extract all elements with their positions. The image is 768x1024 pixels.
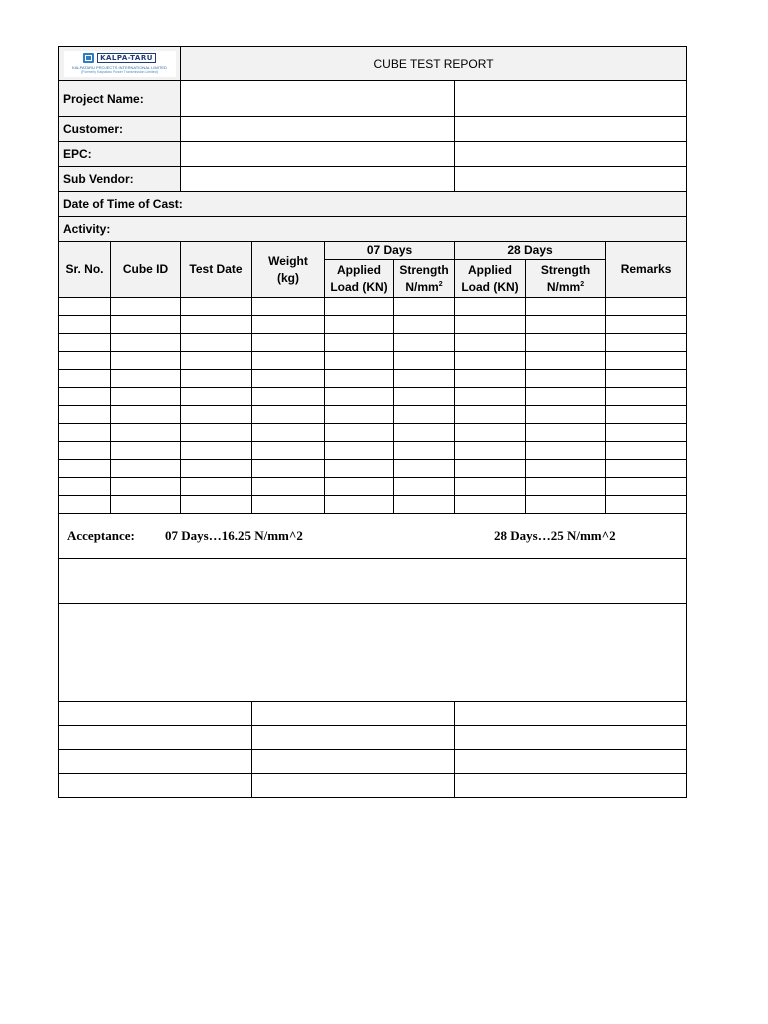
cell-07-applied-load[interactable] — [325, 370, 394, 388]
cell-remarks[interactable] — [606, 406, 687, 424]
cell-remarks[interactable] — [606, 424, 687, 442]
title-row — [59, 47, 687, 81]
cell-07-strength[interactable] — [394, 442, 455, 460]
signature-cell-1[interactable] — [59, 726, 252, 750]
signature-cell-3[interactable] — [455, 774, 687, 798]
header-07-applied-load — [325, 260, 394, 298]
cell-sr-no[interactable] — [59, 334, 111, 352]
cell-28-applied-load[interactable] — [455, 388, 526, 406]
table-row — [59, 388, 687, 406]
cell-07-applied-load[interactable] — [325, 298, 394, 316]
cell-sr-no[interactable] — [59, 352, 111, 370]
cell-07-strength[interactable] — [394, 460, 455, 478]
cell-test-date[interactable] — [181, 298, 252, 316]
cell-28-strength[interactable] — [526, 460, 606, 478]
signature-cell-1[interactable] — [59, 702, 252, 726]
cell-sr-no[interactable] — [59, 406, 111, 424]
table-row — [59, 406, 687, 424]
cell-weight[interactable] — [252, 424, 325, 442]
cell-weight[interactable] — [252, 496, 325, 514]
signature-row — [59, 702, 687, 726]
cell-07-applied-load[interactable] — [325, 496, 394, 514]
cell-28-applied-load[interactable] — [455, 424, 526, 442]
cell-28-applied-load[interactable] — [455, 496, 526, 514]
cell-28-strength[interactable] — [526, 424, 606, 442]
cell-test-date[interactable] — [181, 334, 252, 352]
sub-vendor-label: Sub Vendor: — [59, 167, 181, 192]
cell-28-strength[interactable] — [526, 370, 606, 388]
cell-07-applied-load[interactable] — [325, 478, 394, 496]
project-name-label: Project Name: — [59, 81, 181, 117]
cell-test-date[interactable] — [181, 442, 252, 460]
cell-28-applied-load[interactable] — [455, 316, 526, 334]
cell-07-applied-load[interactable] — [325, 406, 394, 424]
signature-cell-1[interactable] — [59, 774, 252, 798]
header-weight — [252, 242, 325, 298]
header-28-strength-line1: Strength — [540, 262, 591, 277]
cell-07-applied-load[interactable] — [325, 424, 394, 442]
cell-weight[interactable] — [252, 334, 325, 352]
logo-company-line: KALPATARU PROJECTS INTERNATIONAL LIMITED — [72, 65, 167, 70]
sub-vendor-value[interactable] — [181, 167, 455, 192]
cell-weight[interactable] — [252, 298, 325, 316]
cell-remarks[interactable] — [606, 496, 687, 514]
cell-28-strength[interactable] — [526, 388, 606, 406]
cell-cube-id[interactable] — [111, 298, 181, 316]
cell-cube-id[interactable] — [111, 334, 181, 352]
signature-row — [59, 774, 687, 798]
header-28-applied-line1: Applied — [468, 262, 512, 277]
epc-label: EPC: — [59, 142, 181, 167]
cell-28-applied-load[interactable] — [455, 460, 526, 478]
company-logo — [64, 51, 176, 77]
acceptance-07-days: 07 Days…16.25 N/mm^2 — [165, 528, 303, 543]
header-07-strength — [394, 260, 455, 298]
cell-weight[interactable] — [252, 388, 325, 406]
signature-cell-2[interactable] — [252, 726, 455, 750]
signature-row — [59, 750, 687, 774]
cell-07-strength[interactable] — [394, 406, 455, 424]
cell-28-strength[interactable] — [526, 298, 606, 316]
header-weight-line1: Weight — [268, 253, 308, 268]
cell-28-applied-load[interactable] — [455, 370, 526, 388]
signature-cell-2[interactable] — [252, 750, 455, 774]
cell-remarks[interactable] — [606, 352, 687, 370]
cell-cube-id[interactable] — [111, 496, 181, 514]
cell-07-applied-load[interactable] — [325, 316, 394, 334]
header-07-strength-sup: 2 — [438, 280, 443, 288]
header-07-applied-line2: Load (KN) — [330, 279, 388, 294]
signature-row — [59, 726, 687, 750]
cell-28-strength[interactable] — [526, 496, 606, 514]
report-table — [58, 46, 687, 798]
cell-cube-id[interactable] — [111, 442, 181, 460]
header-07-strength-line1: Strength — [399, 262, 449, 277]
cell-sr-no[interactable] — [59, 460, 111, 478]
comments-row — [59, 604, 687, 702]
cell-weight[interactable] — [252, 316, 325, 334]
signature-cell-2[interactable] — [252, 702, 455, 726]
header-28-applied-line2: Load (KN) — [461, 279, 519, 294]
epc-extra[interactable] — [455, 142, 687, 167]
cell-cube-id[interactable] — [111, 478, 181, 496]
cell-remarks[interactable] — [606, 298, 687, 316]
cell-test-date[interactable] — [181, 352, 252, 370]
cell-remarks[interactable] — [606, 478, 687, 496]
cell-sr-no[interactable] — [59, 298, 111, 316]
table-row — [59, 460, 687, 478]
cell-28-applied-load[interactable] — [455, 352, 526, 370]
cell-sr-no[interactable] — [59, 388, 111, 406]
header-test-date: Test Date — [181, 242, 252, 298]
header-28-days: 28 Days — [455, 242, 606, 260]
table-row — [59, 478, 687, 496]
header-row-1 — [59, 242, 687, 260]
cell-07-strength[interactable] — [394, 478, 455, 496]
cell-07-strength[interactable] — [394, 334, 455, 352]
activity-row — [59, 217, 687, 242]
header-07-applied-line1: Applied — [337, 262, 381, 277]
cell-07-strength[interactable] — [394, 298, 455, 316]
acceptance-label: Acceptance: — [67, 528, 135, 543]
cell-28-applied-load[interactable] — [455, 298, 526, 316]
cell-remarks[interactable] — [606, 442, 687, 460]
cell-07-strength[interactable] — [394, 424, 455, 442]
cell-07-applied-load[interactable] — [325, 334, 394, 352]
logo-former-name: (Formerly Kalpataru Power Transmission Limited) — [81, 70, 158, 74]
table-row — [59, 496, 687, 514]
table-row — [59, 370, 687, 388]
cell-weight[interactable] — [252, 352, 325, 370]
logo-name: KALPA-TARU — [97, 53, 156, 63]
date-cast-row — [59, 192, 687, 217]
cell-07-applied-load[interactable] — [325, 352, 394, 370]
header-28-strength-sup: 2 — [580, 280, 585, 288]
cell-28-strength[interactable] — [526, 316, 606, 334]
epc-row — [59, 142, 687, 167]
cell-weight[interactable] — [252, 442, 325, 460]
table-row — [59, 424, 687, 442]
date-cast-label[interactable]: Date of Time of Cast: — [59, 192, 687, 217]
cell-weight[interactable] — [252, 370, 325, 388]
report-title: CUBE TEST REPORT — [181, 47, 687, 81]
header-weight-line2: (kg) — [277, 270, 299, 285]
header-remarks: Remarks — [606, 242, 687, 298]
customer-extra[interactable] — [455, 117, 687, 142]
cell-cube-id[interactable] — [111, 424, 181, 442]
acceptance-row — [59, 514, 687, 559]
customer-row — [59, 117, 687, 142]
cell-sr-no[interactable] — [59, 478, 111, 496]
cell-remarks[interactable] — [606, 316, 687, 334]
cell-28-strength[interactable] — [526, 478, 606, 496]
cell-remarks[interactable] — [606, 388, 687, 406]
header-28-strength-line2 — [530, 279, 601, 296]
header-07-strength-unit: N/mm — [405, 279, 439, 294]
header-cube-id: Cube ID — [111, 242, 181, 298]
cell-07-strength[interactable] — [394, 388, 455, 406]
logo-cell — [59, 47, 181, 81]
acceptance-28-days: 28 Days…25 N/mm^2 — [494, 528, 616, 543]
cell-07-strength[interactable] — [394, 352, 455, 370]
cell-test-date[interactable] — [181, 478, 252, 496]
cell-sr-no[interactable] — [59, 442, 111, 460]
header-28-strength — [526, 260, 606, 298]
cell-07-applied-load[interactable] — [325, 442, 394, 460]
cell-cube-id[interactable] — [111, 316, 181, 334]
cell-remarks[interactable] — [606, 460, 687, 478]
cell-28-strength[interactable] — [526, 352, 606, 370]
cell-weight[interactable] — [252, 406, 325, 424]
cell-test-date[interactable] — [181, 388, 252, 406]
epc-value[interactable] — [181, 142, 455, 167]
cell-07-strength[interactable] — [394, 496, 455, 514]
table-row — [59, 316, 687, 334]
header-sr-no: Sr. No. — [59, 242, 111, 298]
cell-remarks[interactable] — [606, 334, 687, 352]
header-07-days: 07 Days — [325, 242, 455, 260]
customer-value[interactable] — [181, 117, 455, 142]
activity-label[interactable]: Activity: — [59, 217, 687, 242]
table-row — [59, 298, 687, 316]
cell-cube-id[interactable] — [111, 388, 181, 406]
cell-28-applied-load[interactable] — [455, 406, 526, 424]
cell-28-applied-load[interactable] — [455, 478, 526, 496]
header-28-applied-load — [455, 260, 526, 298]
cell-28-strength[interactable] — [526, 334, 606, 352]
signature-cell-1[interactable] — [59, 750, 252, 774]
sub-vendor-row — [59, 167, 687, 192]
cell-test-date[interactable] — [181, 370, 252, 388]
table-row — [59, 442, 687, 460]
sub-vendor-extra[interactable] — [455, 167, 687, 192]
notes-cell[interactable] — [59, 559, 687, 604]
signature-cell-3[interactable] — [455, 702, 687, 726]
customer-label: Customer: — [59, 117, 181, 142]
table-row — [59, 334, 687, 352]
cell-07-strength[interactable] — [394, 316, 455, 334]
cube-test-report-sheet — [58, 46, 686, 798]
cell-28-strength[interactable] — [526, 406, 606, 424]
project-name-row — [59, 81, 687, 117]
cell-28-applied-load[interactable] — [455, 442, 526, 460]
cell-cube-id[interactable] — [111, 406, 181, 424]
cell-test-date[interactable] — [181, 496, 252, 514]
cell-cube-id[interactable] — [111, 370, 181, 388]
cell-test-date[interactable] — [181, 406, 252, 424]
cell-07-strength[interactable] — [394, 370, 455, 388]
cell-sr-no[interactable] — [59, 370, 111, 388]
cell-sr-no[interactable] — [59, 424, 111, 442]
cell-test-date[interactable] — [181, 460, 252, 478]
header-28-strength-unit: N/mm — [546, 279, 581, 294]
signature-cell-2[interactable] — [252, 774, 455, 798]
project-name-value[interactable] — [181, 81, 455, 117]
cell-cube-id[interactable] — [111, 352, 181, 370]
signature-cell-3[interactable] — [455, 750, 687, 774]
cell-test-date[interactable] — [181, 316, 252, 334]
signature-cell-3[interactable] — [455, 726, 687, 750]
cell-cube-id[interactable] — [111, 460, 181, 478]
cell-07-applied-load[interactable] — [325, 388, 394, 406]
cell-test-date[interactable] — [181, 424, 252, 442]
cell-28-strength[interactable] — [526, 442, 606, 460]
cell-remarks[interactable] — [606, 370, 687, 388]
header-07-strength-line2 — [398, 279, 450, 296]
cell-weight[interactable] — [252, 478, 325, 496]
comments-cell[interactable] — [59, 604, 687, 702]
logo-mark-icon — [83, 53, 94, 63]
notes-row — [59, 559, 687, 604]
project-name-extra[interactable] — [455, 81, 687, 117]
acceptance-cell — [59, 514, 687, 559]
cell-sr-no[interactable] — [59, 316, 111, 334]
cell-sr-no[interactable] — [59, 496, 111, 514]
cell-07-applied-load[interactable] — [325, 460, 394, 478]
cell-28-applied-load[interactable] — [455, 334, 526, 352]
table-row — [59, 352, 687, 370]
cell-weight[interactable] — [252, 460, 325, 478]
